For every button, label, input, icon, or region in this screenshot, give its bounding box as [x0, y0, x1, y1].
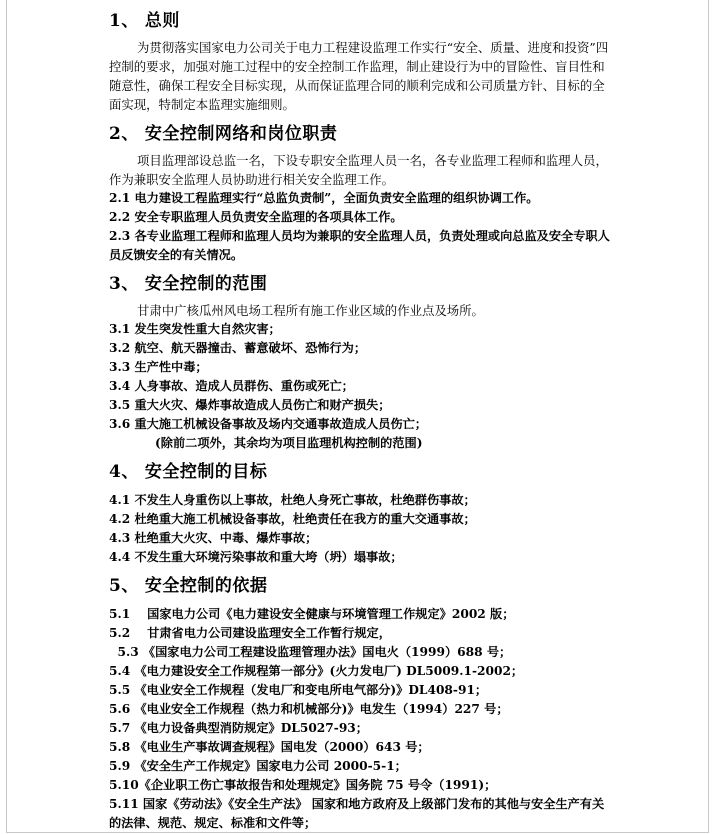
list-item: 5.8 《电业生产事故调查规程》国电发（2000）643 号；	[109, 740, 430, 754]
document-page	[109, 10, 611, 833]
section-heading-2: 2、 安全控制网络和岗位职责	[109, 124, 338, 144]
list-item: 2.1 电力建设工程监理实行“总监负责制”，全面负责安全监理的组织协调工作。	[109, 191, 539, 205]
list-item: 2.3 各专业监理工程师和监理人员均为兼职的安全监理人员，负责处理或向总监及安全专职人员反馈安全的有关情况。	[109, 229, 610, 262]
section-heading-4: 4、 安全控制的目标	[109, 462, 268, 482]
list-item: 3.2 航空、航天器撞击、蓄意破坏、恐怖行为；	[109, 341, 367, 355]
list-item: 3.6 重大施工机械设备事故及场内交通事故造成人员伤亡；	[109, 417, 427, 431]
list-item: 3.4 人身事故、造成人员群伤、重伤或死亡；	[109, 379, 354, 393]
list-item: 2.2 安全专职监理人员负责安全监理的各项具体工作。	[109, 210, 403, 224]
list-item: 5.4 《电力建设安全工作规程第一部分》(火力发电厂) DL5009.1-2002；	[109, 664, 524, 678]
list-item: 4.1 不发生人身重伤以上事故，杜绝人身死亡事故，杜绝群伤事故；	[109, 493, 476, 507]
list-item: 5.9 《安全生产工作规定》国家电力公司 2000-5-1；	[109, 759, 407, 773]
list-item: 5.11 国家《劳动法》《安全生产法》 国家和地方政府及上级部门发布的其他与安全生产有关的法律、规范、规定、标准和文件等；	[109, 797, 605, 830]
section-3-paragraph: 甘肃中广核瓜州风电场工程所有施工作业区域的作业点及场所。	[137, 303, 484, 318]
section-heading-3: 3、 安全控制的范围	[109, 274, 268, 294]
section-heading-5: 5、 安全控制的依据	[109, 576, 268, 596]
list-item: 3.1 发生突发性重大自然灾害；	[109, 322, 281, 336]
list-item: 4.2 杜绝重大施工机械设备事故，杜绝责任在我方的重大交通事故；	[109, 512, 476, 526]
list-item: 3.5 重大火灾、爆炸事故造成人员伤亡和财产损失；	[109, 398, 391, 412]
section-1-paragraph: 为贯彻落实国家电力公司关于电力工程建设监理工作实行“安全、质量、进度和投资”四控制的要求，加强对施工过程中的安全控制工作监理，制止建设行为中的冒险性、盲目性和随意性，确保工程安全目标实现，从而保证监理合同的顺利完成和公司质量方针、目标的全面实现，特制定本监理实施细则。	[109, 40, 609, 112]
list-item: 5.1 国家电力公司《电力建设安全健康与环境管理工作规定》2002 版；	[109, 607, 515, 621]
list-item: 4.4 不发生重大环境污染事故和重大垮（坍）塌事故；	[109, 550, 403, 564]
list-item: 5.3 《国家电力公司工程建设监理管理办法》国电火（1999）688 号；	[109, 645, 512, 659]
list-item: 3.3 生产性中毒；	[109, 360, 208, 374]
list-item: 5.10《企业职工伤亡事故报告和处理规定》国务院 75 号令（1991)；	[109, 778, 497, 792]
scope-note: (除前二项外，其余均为项目监理机构控制的范围)	[155, 436, 423, 450]
list-item: 5.7 《电力设备典型消防规定》DL5027-93；	[109, 721, 368, 735]
list-item: 5.6 《电业安全工作规程（热力和机械部分)》电发生（1994）227 号；	[109, 702, 509, 716]
list-item: 4.3 杜绝重大火灾、中毒、爆炸事故；	[109, 531, 318, 545]
list-item: 5.5 《电业安全工作规程（发电厂和变电所电气部分)》DL408-91；	[109, 683, 488, 697]
section-heading-1: 1、 总则	[109, 11, 180, 31]
list-item: 5.2 甘肃省电力公司建设监理安全工作暂行规定，	[109, 626, 391, 640]
section-2-paragraph: 项目监理部设总监一名，下设专职安全监理人员一名，各专业监理工程师和监理人员，作为兼职安全监理人员协助进行相关安全监理工作。	[109, 153, 608, 187]
